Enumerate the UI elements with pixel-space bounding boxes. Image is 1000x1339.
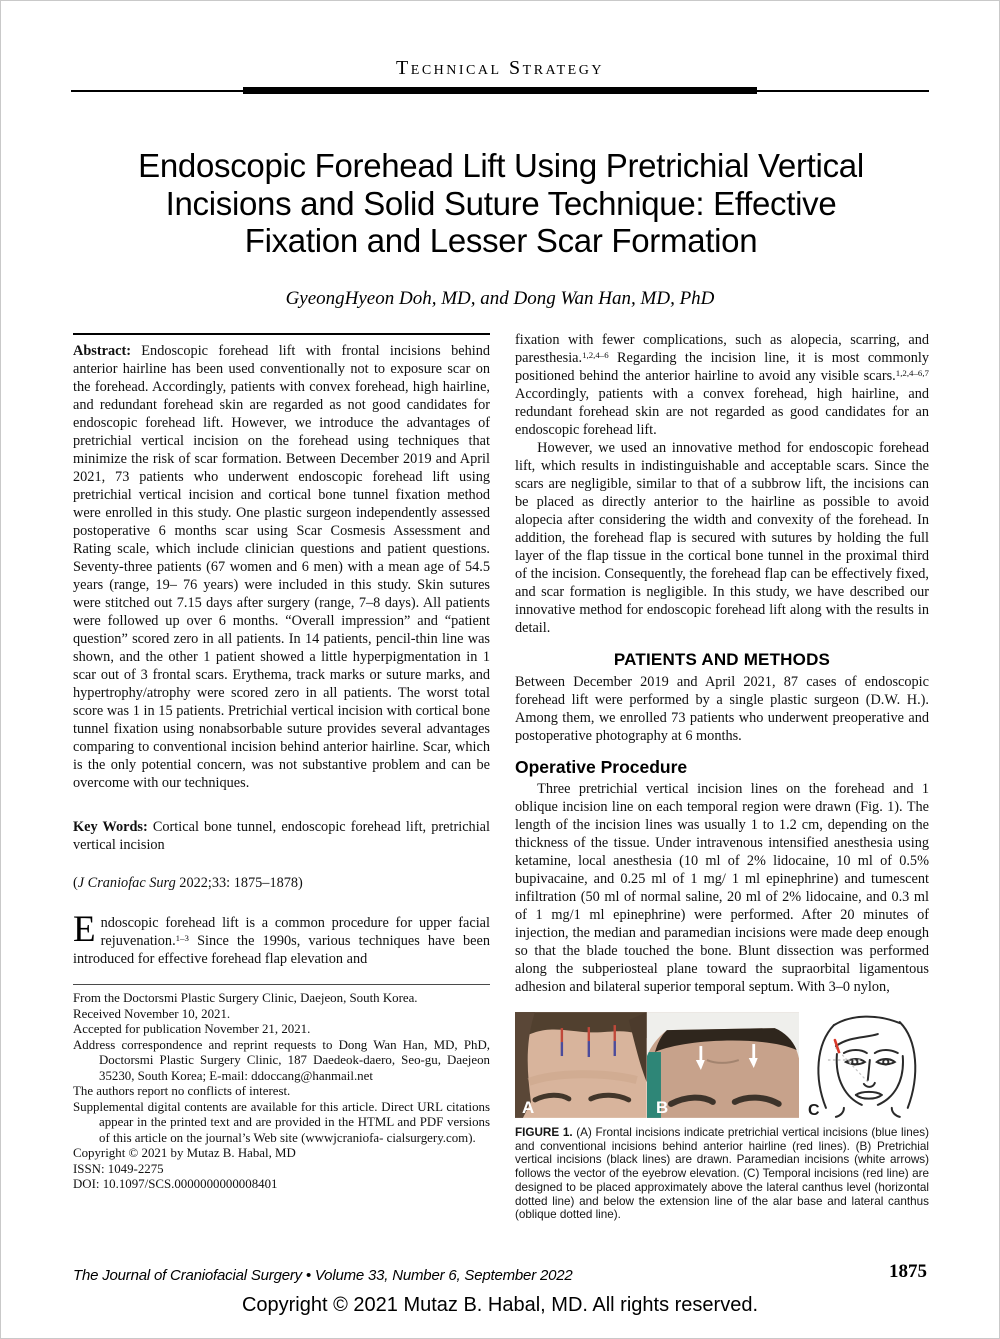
- footer-page-number: 1875: [889, 1261, 927, 1282]
- footer-copyright-line: Copyright © 2021 Mutaz B. Habal, MD. All rights reserved.: [241, 1294, 759, 1316]
- operative-procedure-heading: Operative Procedure: [515, 757, 688, 777]
- article-title-line1: Endoscopic Forehead Lift Using Pretrichial Vertical: [138, 147, 864, 184]
- citation-line: [73, 874, 490, 892]
- rc-p1-text-2: Regarding the incision line, it is most commonly positioned behind the anterior hairline to avoid any visible scars.: [515, 350, 929, 384]
- intro-text-1: ndoscopic forehead lift is a common procedure for upper facial rejuvenation.: [100, 915, 490, 949]
- intro-paragraph: [73, 909, 490, 968]
- abstract-label: Abstract:: [73, 343, 131, 359]
- figure1-panel-a-label: A: [521, 1097, 535, 1117]
- abstract-text: Endoscopic forehead lift with frontal incisions behind anterior hairline has been used conventionally not to exposure scar on the forehead. Accordingly, patients with convex forehead, high hairline, and redundant forehead skin are regarded as not good candidates for endoscopic forehead lift. However, we introduce the advantages of pretrichial vertical incision on the forehead using techniques that minimize the risk of scar formation. Between December 2019 and April 2021, 73 patients who underwent endoscopic forehead lift using pretrichial vertical incision and cortical bone tunnel fixation method were enrolled in this study. One plastic surgeon independently assessed postoperative 6 months scar using Scar Cosmesis Assessment and Rating scale, which include clinician questions and patient questions. Seventy-three patients (67 women and 6 men) with a mean age of 54.5 years (range, 19– 76 years) were included in this study. Skin sutures were stitched out 7.15 days after surgery (range, 7–8 days). All patients were followed up over 6 months. “Overall impression” and “patient question” scored zero in all patients. In 14 patients, pencil-thin line was shown, and the other 1 patient showed a little hyperpigmentation in 1 scar out of 3 frontal scars. Erythema, track marks or suture marks, and hypertrophy/atrophy were scored zero in all patients. The worst total score was 1 in 15 patients. Pretrichial vertical incision with cortical bone tunnel fixation using nonabsorbable suture provides several advantages comparing to conventional incision behind anterior hairline. Scar, which is the only potential concern, was not substantive problem and can be overcome with our techniques.: [73, 343, 490, 791]
- figure1-panel-c-drawing: [804, 1012, 929, 1118]
- figure1-caption-text: (A) Frontal incisions indicate pretrichial vertical incisions (blue lines) and conventional incisions behind anterior hairline (red lines). (B) Pretrichial vertical incisions (black lines) are drawn. Paramedian incisions (white arrows) follows the vector of the eyebrow elevation. (C) Temporal incisions (red line) are designed to be placed approximately above the lateral canthus level (horizontal dotted line) and below the extension line of the alar base and lateral canthus (oblique dotted line).: [515, 1126, 929, 1222]
- footnote-correspondence: Address correspondence and reprint requests to Dong Wan Han, MD, PhD, Doctorsmi Plastic Surgery Clinic, 187 Daedeok-daero, Seo-gu, Daejeon 35230, South Korea; E-mail: ddoccang@hanmail.net: [73, 1037, 490, 1083]
- header-rule: [71, 87, 929, 95]
- abstract-paragraph: [73, 342, 490, 792]
- intro-dropcap: E: [73, 909, 96, 950]
- figure1-panel-a-photo: [515, 1012, 647, 1118]
- footnote-issn: ISSN: 1049-2275: [73, 1161, 164, 1176]
- footnote-affiliation: From the Doctorsmi Plastic Surgery Clinic, Daejeon, South Korea.: [73, 991, 418, 1005]
- header-rule-thick: [243, 87, 757, 94]
- article-title-line3: Fixation and Lesser Scar Formation: [244, 222, 758, 260]
- methods-paragraph: Between December 2019 and April 2021, 87 cases of endoscopic forehead lift were performed by a single plastic surgeon (D.W. H.). Among them, we enrolled 73 patients who underwent preoperative and postoperative photography at 6 months.: [515, 674, 929, 744]
- footnote-rule: [73, 984, 490, 985]
- footnote-doi: DOI: 10.1097/SCS.0000000000008401: [73, 1177, 278, 1191]
- article-title: [101, 147, 901, 260]
- rc-p1-text-1: fixation with fewer complications, such as alopecia, scarring, and paresthesia.: [515, 332, 929, 366]
- footnote-accepted: Accepted for publication November 21, 2021.: [73, 1022, 311, 1036]
- citation-rest: 2022;33: 1875–1878): [175, 875, 303, 891]
- intro-text-2: Since the 1990s, various techniques have been introduced for effective forehead flap elevation and: [73, 933, 490, 967]
- footnote-copyright: Copyright © 2021 by Mutaz B. Habal, MD: [73, 1146, 296, 1160]
- figure1-caption: [515, 1126, 929, 1222]
- left-column: [73, 333, 490, 1193]
- rc-p1-text-3: Accordingly, patients with a convex forehead, high hairline, and redundant forehead skin are not regarded as good candidates for an endoscopic forehead lift.: [515, 386, 929, 438]
- keywords-paragraph: [73, 818, 490, 854]
- footnote-received: Received November 10, 2021.: [73, 1006, 231, 1021]
- abstract-rule: [73, 333, 490, 335]
- citation-open: (: [73, 875, 78, 891]
- figure1-panel-c-label: C: [808, 1101, 820, 1118]
- figure1-panel-b-label: B: [655, 1097, 668, 1117]
- rc-p1-reference-superscript-1: 1,2,4–6: [582, 350, 609, 361]
- operative-procedure-paragraph: Three pretrichial vertical incision lines on the forehead and 1 oblique incision line on each temporal region were drawn (Fig. 1). The length of the incision lines was usually 1 to 1.2 cm, depending on the thickness of the tissue. Under intravenous intensified anesthesia using ketamine, local anesthesia (10 ml of 2% lidocaine, 10 ml of 0.5% bupivacaine, and 0.25 ml of 1 mg/ 1 ml epinephrine) and tumescent infiltration (50 ml of normal saline, 20 ml of 2% lidocaine, and 0.3 ml of 1 mg/1 ml epinephrine) were performed. After 20 minutes of injection, the median and paramedian incisions were made deep enough so that the blade touched the bone. Blunt dissection was performed along the subperiosteal plane toward the supraorbital ligamentous adhesion and bilateral superior temporal septum. With 3–0 nylon,: [515, 781, 929, 995]
- figure1: [515, 1012, 929, 1222]
- figure1-panels: [515, 1012, 929, 1118]
- footer-journal-line: The Journal of Craniofacial Surgery • Volume 33, Number 6, September 2022: [73, 1267, 573, 1284]
- figure1-panel-b-photo: [647, 1012, 800, 1118]
- patients-and-methods-heading: PATIENTS AND METHODS: [613, 650, 831, 669]
- authors-line: GyeongHyeon Doh, MD, and Dong Wan Han, MD, PhD: [285, 288, 715, 309]
- footnote-conflicts: The authors report no conflicts of interest.: [73, 1084, 291, 1098]
- keywords-text: Cortical bone tunnel, endoscopic forehead lift, pretrichial vertical incision: [73, 819, 490, 853]
- figure1-caption-label: FIGURE 1.: [515, 1126, 573, 1139]
- continued-paragraph: [515, 331, 929, 439]
- keywords-label: Key Words:: [73, 819, 148, 835]
- rc-p1-reference-superscript-2: 1,2,4–6,7: [895, 368, 929, 379]
- innovative-method-paragraph: However, we used an innovative method for endoscopic forehead lift, which results in indistinguishable and acceptable scars. Since the scars are negligible, similar to that of a subbrow lift, the incisions can be placed as directly anterior to the hairline as possible to avoid alopecia after considering the width and convexity of the forehead. In addition, the forehead flap is secured with sutures by holding the full layer of the flap tissue in the cortical bone tunnel in the proximal third of the incision. Consequently, the forehead flap can be effectively fixed, and scar formation is negligible. In this study, we have described our innovative method for endoscopic forehead lift along with the results in detail.: [515, 440, 929, 636]
- right-column: [515, 331, 929, 1276]
- article-title-line2: Incisions and Solid Suture Technique: Effective: [165, 184, 837, 222]
- intro-reference-superscript: 1–3: [175, 933, 189, 944]
- citation-journal: J Craniofac Surg: [77, 875, 176, 891]
- footnotes-list: [73, 991, 490, 1193]
- section-label: Technical Strategy: [396, 57, 604, 79]
- footnote-supplemental: Supplemental digital contents are available for this article. Direct URL citations appear in the printed text and are provided in the HTML and PDF versions of this article on the journal’s Web site (wwwjcraniofa- cialsurgery.com).: [73, 1099, 490, 1145]
